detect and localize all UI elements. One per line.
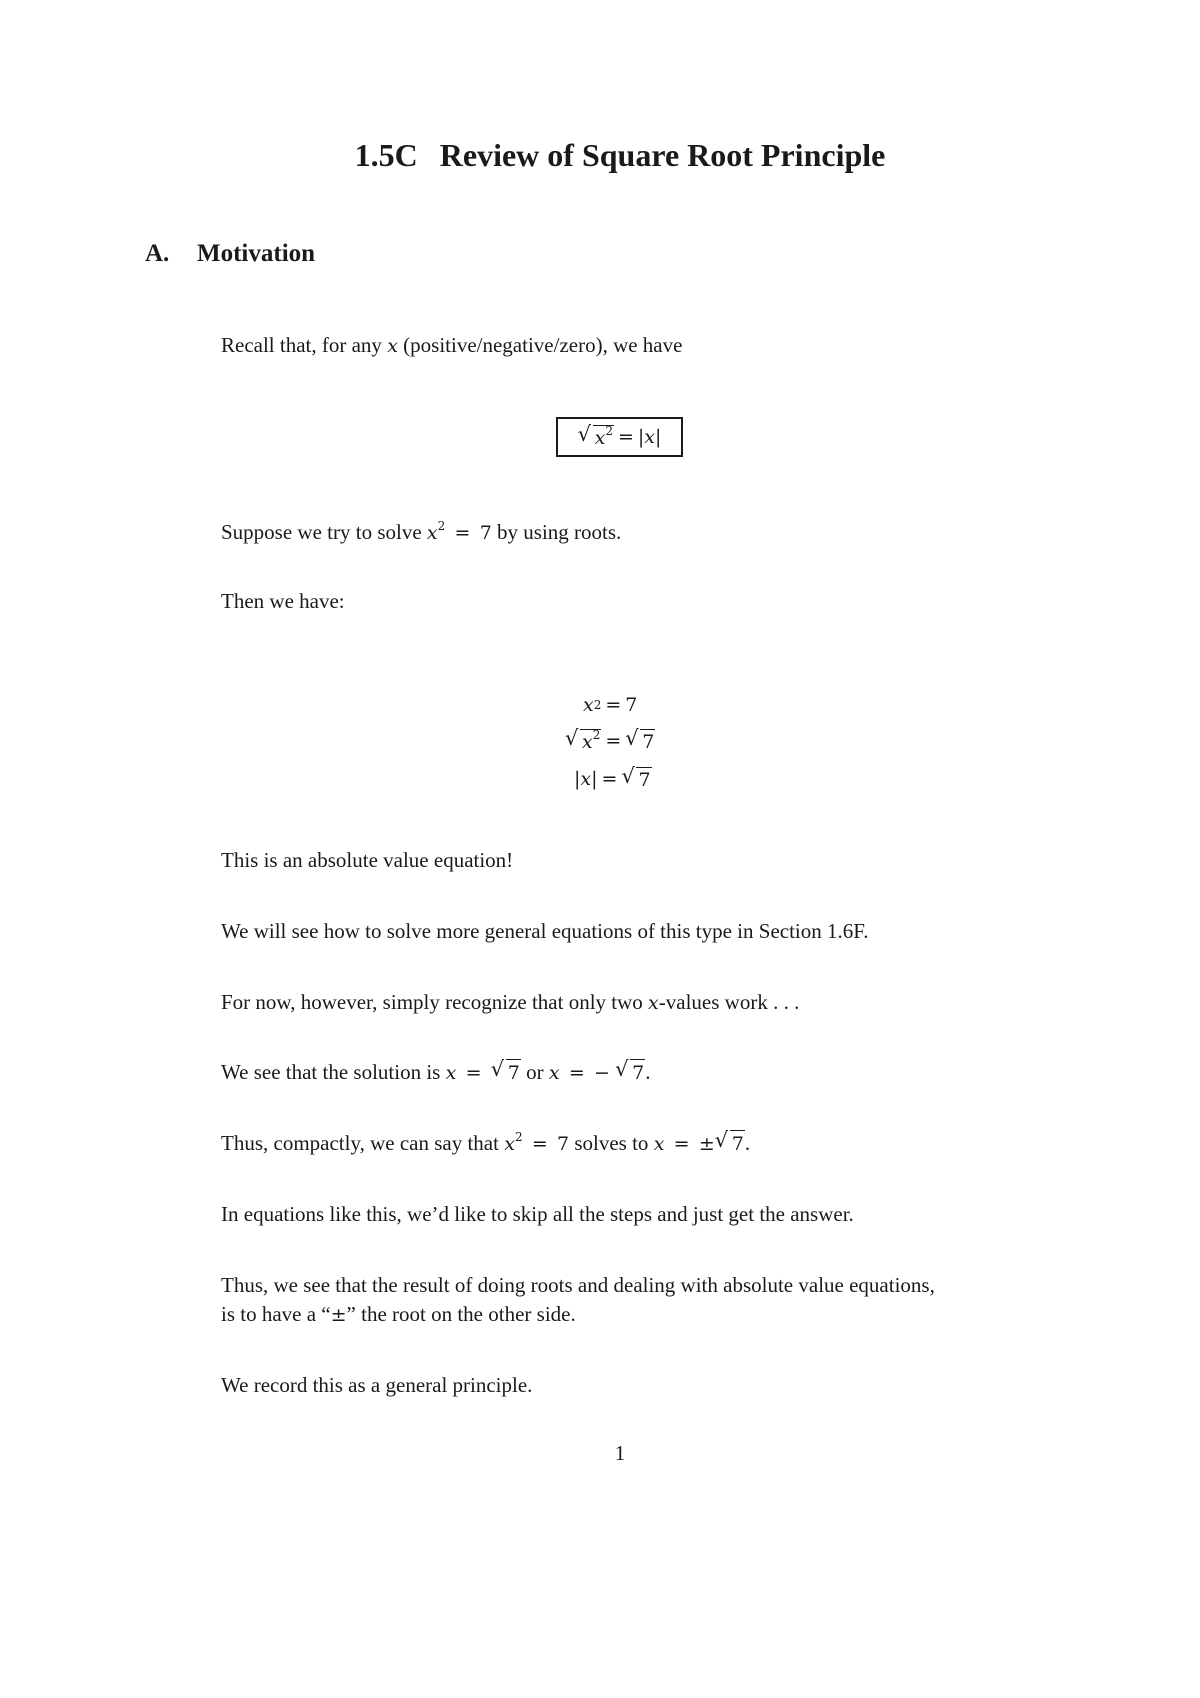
paragraph-compact xyxy=(221,1129,750,1159)
section-title: Review of Square Root Principle xyxy=(439,137,886,173)
text: . xyxy=(645,1060,651,1084)
result-line-1: Thus, we see that the result of doing roots and dealing with absolute value equations, xyxy=(221,1273,935,1297)
paragraph-recall xyxy=(221,331,682,361)
equals-sign: = xyxy=(605,730,622,752)
page-title xyxy=(0,137,1200,174)
absolute-value: |x| xyxy=(574,768,598,790)
equals-sign: = xyxy=(454,522,471,544)
equals-sign: = xyxy=(531,1133,548,1155)
boxed-identity xyxy=(556,417,683,457)
equals-sign: = xyxy=(465,1062,482,1084)
equals-sign: = xyxy=(673,1133,690,1155)
text: is to have a “ xyxy=(221,1302,331,1326)
radical xyxy=(577,421,614,450)
number: 7 xyxy=(731,1133,744,1155)
equals-sign: = xyxy=(601,768,618,790)
text: by using roots. xyxy=(497,520,622,544)
radical xyxy=(715,1129,745,1158)
math-variable: x xyxy=(594,426,606,449)
number: 7 xyxy=(625,694,638,716)
paragraph-for-now xyxy=(221,988,799,1018)
subsection-letter: A. xyxy=(145,240,170,267)
radical xyxy=(615,1058,645,1087)
math-variable: x xyxy=(653,1133,665,1155)
number: 7 xyxy=(557,1133,570,1155)
text: solves to xyxy=(574,1131,649,1155)
radical-sign: √ xyxy=(625,725,639,750)
text: We see that the solution is xyxy=(221,1060,441,1084)
equation-line-3 xyxy=(574,762,652,796)
absolute-value: |x| xyxy=(637,426,662,448)
math-variable: x xyxy=(583,694,594,716)
subsection-title: Motivation xyxy=(197,240,316,267)
paragraph-absolute: This is an absolute value equation! xyxy=(221,848,514,872)
radical xyxy=(621,763,651,792)
text: Recall that, for any xyxy=(221,333,382,357)
text: . xyxy=(744,1131,751,1155)
subsection-heading xyxy=(145,240,315,268)
radical-sign: √ xyxy=(714,1128,729,1152)
exponent: 2 xyxy=(605,423,613,438)
section-number: 1.5C xyxy=(354,137,418,173)
paragraph-suppose xyxy=(221,518,621,548)
exponent: 2 xyxy=(592,727,601,742)
radical-sign: √ xyxy=(490,1057,505,1081)
exponent: 2 xyxy=(514,1130,523,1144)
text: -values work . . . xyxy=(658,990,800,1014)
result-line-2 xyxy=(221,1300,935,1330)
radical-sign: √ xyxy=(621,763,635,788)
math-variable: x xyxy=(426,522,438,544)
radical-sign: √ xyxy=(577,421,591,446)
math-variable: x xyxy=(387,335,398,357)
math-variable: x xyxy=(445,1062,457,1084)
text: (positive/negative/zero), we have xyxy=(403,333,683,357)
number: 7 xyxy=(507,1062,520,1084)
text: ” the root on the other side. xyxy=(346,1302,576,1326)
paragraph-general: We will see how to solve more general equations of this type in Section 1.6F. xyxy=(221,919,869,943)
page-number: 1 xyxy=(614,1441,626,1465)
number: 7 xyxy=(479,522,492,544)
equals-sign: = xyxy=(605,694,622,716)
math-variable: x xyxy=(548,1062,560,1084)
math-variable: x xyxy=(582,730,593,753)
equation-line-2 xyxy=(565,724,655,758)
text: For now, however, simply recognize that only two xyxy=(221,990,643,1014)
math-variable: x xyxy=(504,1133,515,1155)
paragraph-record: We record this as a general principle. xyxy=(221,1373,533,1397)
equals-sign: = xyxy=(617,426,634,448)
radical xyxy=(625,725,655,754)
number: 7 xyxy=(632,1062,645,1084)
plus-minus-sign: ± xyxy=(698,1133,715,1155)
paragraph-result xyxy=(221,1271,935,1330)
radical xyxy=(491,1058,521,1087)
equals-sign: = xyxy=(568,1062,585,1084)
paragraph-skip: In equations like this, we’d like to skip all the steps and just get the answer. xyxy=(221,1202,854,1226)
paragraph-then: Then we have: xyxy=(221,589,345,613)
text: Thus, compactly, we can say that xyxy=(221,1131,499,1155)
radical-sign: √ xyxy=(615,1057,629,1081)
math-variable: x xyxy=(648,992,659,1014)
radical xyxy=(565,725,601,754)
text: or xyxy=(526,1060,544,1084)
radical-sign: √ xyxy=(565,725,579,750)
number: 7 xyxy=(638,768,651,791)
exponent: 2 xyxy=(437,519,446,533)
paragraph-solution xyxy=(221,1058,651,1088)
minus-sign: − xyxy=(593,1062,610,1084)
text: Suppose we try to solve xyxy=(221,520,422,544)
plus-minus-sign: ± xyxy=(330,1304,347,1326)
number: 7 xyxy=(642,730,655,753)
equation-line-1: x 2 = 7 xyxy=(583,694,638,716)
